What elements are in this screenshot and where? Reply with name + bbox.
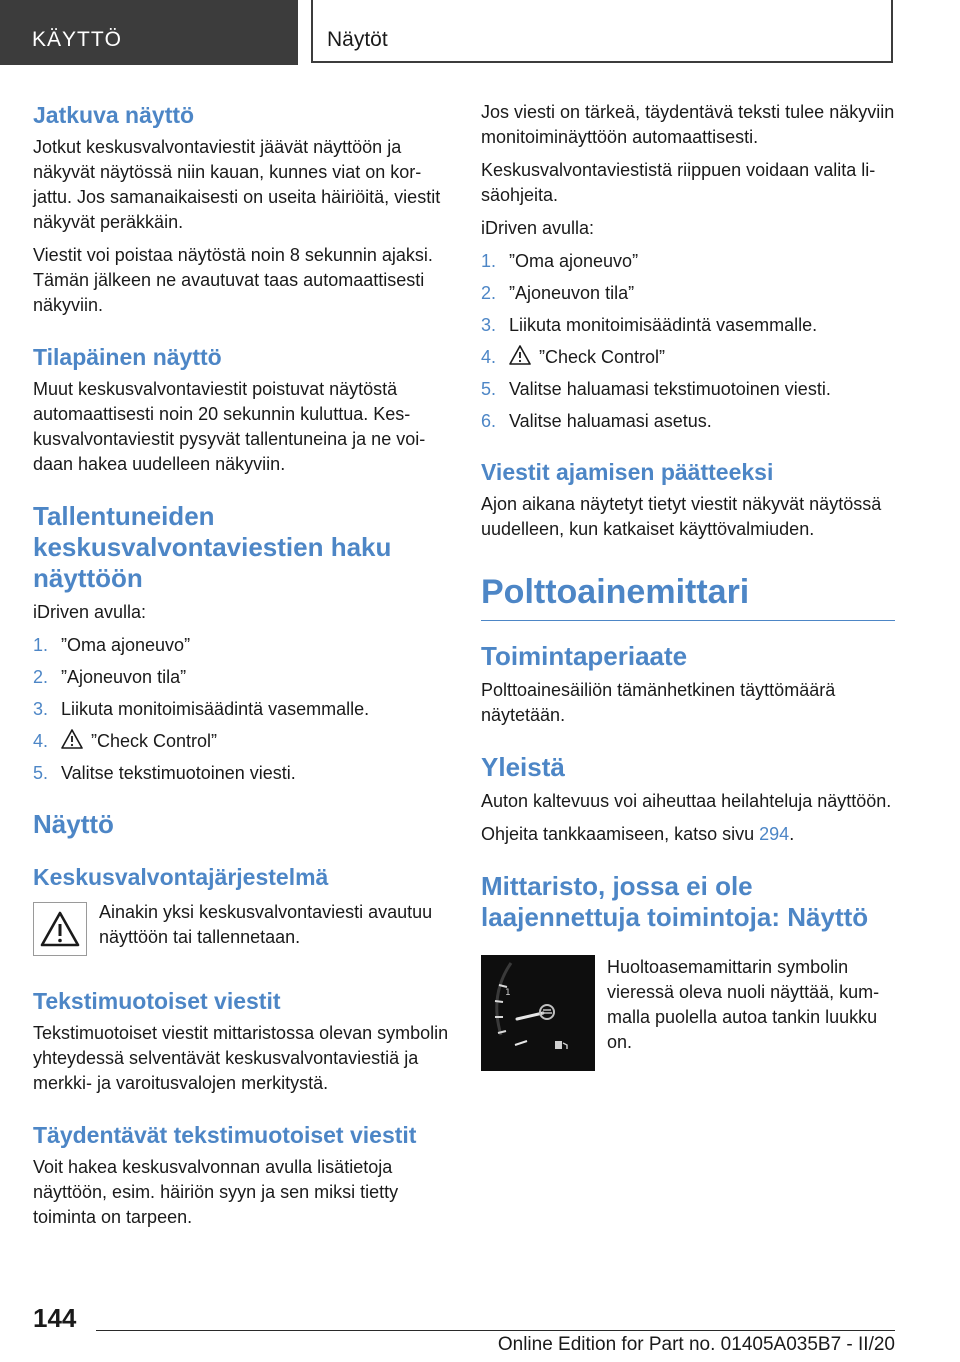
- section-label: Näytöt: [327, 28, 388, 51]
- paragraph: Auton kaltevuus voi aiheuttaa heilahteluja näyttöön.: [481, 791, 892, 811]
- list-item: 2. ”Ajoneuvon tila”: [33, 667, 187, 687]
- warning-box: [33, 900, 451, 960]
- list-item: 3. Liikuta monitoimisäädintä vasemmalle.: [481, 315, 818, 335]
- list-item: 5. Valitse haluamasi tekstimuotoinen viesti.: [481, 379, 831, 399]
- paragraph: Viestit voi poistaa näytöstä noin 8 sekunnin ajaksi. Tämän jälkeen ne avautuvat taas automaattisesti näkyviin.: [33, 245, 433, 315]
- heading-keskusvalvontajarjestelma: Keskusvalvontajärjestelmä: [33, 864, 329, 890]
- list-item: 4. ”Check Control”: [33, 731, 218, 751]
- paragraph: Jotkut keskusvalvontaviestit jäävät näyttöön ja näkyvät näytössä niin kauan, kunnes viat on korjattu. Jos samanaikaisesti on useita häiriöitä, viestit näkyvät peräkkäin.: [33, 137, 441, 232]
- svg-text:1: 1: [505, 988, 511, 998]
- paragraph: Huoltoasemamittarin symbolin vieressä oleva nuoli näyttää, kummalla puolella autoa tankin luukku on.: [607, 957, 880, 1052]
- fuel-gauge-block: [481, 955, 895, 1073]
- list-intro: iDriven avulla:: [481, 218, 595, 238]
- warning-triangle-icon: [33, 902, 87, 956]
- page-reference-link[interactable]: 294: [759, 824, 790, 844]
- page-number: 144: [33, 1303, 77, 1333]
- paragraph: Ohjeita tankkaamiseen, katso sivu 294.: [481, 824, 795, 844]
- heading-tallentuneiden: Tallentuneiden keskusvalvontaviestien haku näyttöön: [33, 501, 392, 593]
- paragraph: Jos viesti on tärkeä, täydentävä teksti tulee näkyviin monitoiminäyttöön automaattisesti.: [481, 102, 895, 147]
- paragraph: Ajon aikana näytetyt tietyt viestit näkyvät näytössä uudelleen, kun katkaiset käyttövalmiuden.: [481, 494, 882, 539]
- heading-tilapainen-naytto: Tilapäinen näyttö: [33, 344, 222, 370]
- footer-divider: [96, 1330, 895, 1331]
- list-item: 1. ”Oma ajoneuvo”: [481, 251, 639, 271]
- edition-footer: Online Edition for Part no. 01405A035B7 - II/20: [497, 1334, 895, 1355]
- warning-triangle-icon: [509, 345, 531, 365]
- heading-naytto: Näyttö: [33, 809, 114, 839]
- paragraph: Tekstimuotoiset viestit mittaristossa olevan symbolin yhteydessä selventävät keskusvalvontaviestiä ja merkki- ja varoitusvalojen merkitystä.: [33, 1023, 449, 1093]
- paragraph: Polttoainesäiliön tämänhetkinen täyttömäärä näytetään.: [481, 680, 836, 725]
- heading-jatkuva-naytto: Jatkuva näyttö: [33, 102, 195, 128]
- steps-list: [481, 249, 895, 434]
- heading-mittaristo: Mittaristo, jossa ei ole laajennettuja toimintoja: Näyttö: [481, 871, 869, 932]
- steps-list: [33, 633, 451, 786]
- list-intro: iDriven avulla:: [33, 602, 147, 622]
- chapter-label: KÄYTTÖ: [32, 28, 123, 51]
- heading-viestit-ajamisen-paatteeksi: Viestit ajamisen päätteeksi: [481, 459, 774, 485]
- list-item: 3. Liikuta monitoimisäädintä vasemmalle.: [33, 699, 370, 719]
- list-item: 5. Valitse tekstimuotoinen viesti.: [33, 763, 296, 783]
- heading-taydentavat-viestit: Täydentävät tekstimuotoiset viestit: [33, 1122, 417, 1148]
- list-item: 1. ”Oma ajoneuvo”: [33, 635, 191, 655]
- paragraph: Keskusvalvontaviestistä riippuen voidaan valita lisäohjeita.: [481, 160, 876, 205]
- heading-tekstimuotoiset-viestit: Tekstimuotoiset viestit: [33, 988, 281, 1014]
- section-header: [311, 0, 893, 63]
- chapter-tab: [0, 0, 298, 65]
- list-item: 4. ”Check Control”: [481, 347, 666, 367]
- left-column: [33, 100, 451, 1238]
- paragraph: Voit hakea keskusvalvonnan avulla lisätietoja näyttöön, esim. häiriön syyn ja sen miksi tietty toiminta on tarpeen.: [33, 1157, 399, 1227]
- list-item: 2. ”Ajoneuvon tila”: [481, 283, 635, 303]
- chapter-title: Polttoainemittari: [481, 570, 895, 621]
- warning-triangle-icon: [61, 729, 83, 749]
- list-item: 6. Valitse haluamasi asetus.: [481, 411, 712, 431]
- paragraph: Ainakin yksi keskusvalvontaviesti avautuu näyttöön tai tallennetaan.: [99, 902, 433, 947]
- fuel-gauge-image: [481, 955, 595, 1071]
- paragraph: Muut keskusvalvontaviestit poistuvat näytöstä automaattisesti noin 20 sekunnin kuluttua. Keskusvalvontaviestit pysyvät tallentuneina ja ne voidaan hakea uudelleen näkyviin.: [33, 379, 426, 474]
- right-column: [481, 100, 895, 1073]
- heading-toimintaperiaate: Toimintaperiaate: [481, 641, 688, 671]
- heading-yleista: Yleistä: [481, 752, 565, 782]
